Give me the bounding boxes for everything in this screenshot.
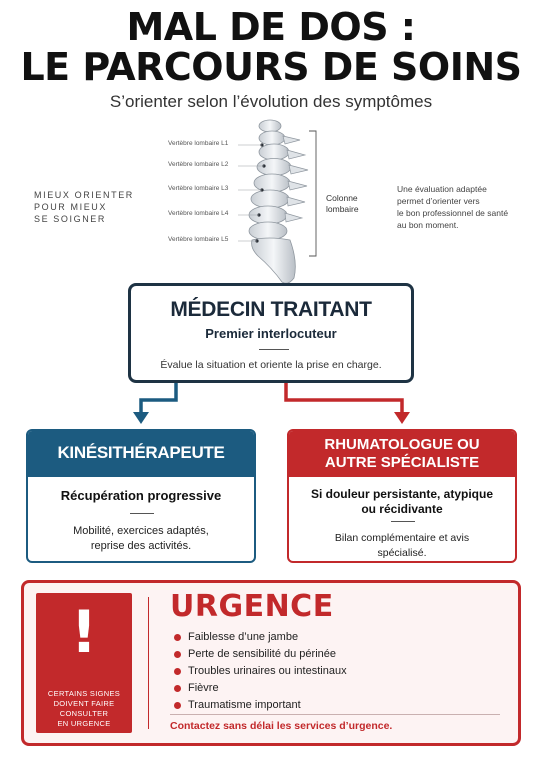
- kine-description-line: reprise des activités.: [90, 540, 192, 552]
- list-item: [174, 646, 347, 663]
- divider: [170, 714, 500, 715]
- side-note-right-line: le bon professionnel de santé: [397, 208, 509, 218]
- list-item-text: Fièvre: [188, 682, 219, 694]
- urgence-panel-line: CONSULTER: [59, 709, 109, 718]
- urgence-panel-text: [36, 689, 132, 729]
- list-item-text: Traumatisme important: [188, 699, 301, 711]
- kine-description-line: Mobilité, exercices adaptés,: [73, 525, 209, 537]
- vertebra-label-l4: Vertèbre lombaire L4: [168, 210, 229, 217]
- urgence-card: [21, 580, 521, 746]
- divider: [259, 349, 289, 350]
- divider: [130, 513, 154, 514]
- specialiste-title-line: RHUMATOLOGUE OU: [324, 436, 480, 453]
- bracket-label-line: lombaire: [326, 204, 359, 214]
- medecin-subtitle: Premier interlocuteur: [205, 326, 337, 341]
- specialiste-description-line: Bilan complémentaire et avis: [334, 532, 470, 544]
- urgence-title: URGENCE: [170, 589, 334, 624]
- list-item: [174, 629, 347, 646]
- list-item: [174, 697, 347, 714]
- specialiste-subtitle-line: ou récidivante: [361, 502, 443, 516]
- side-note-left-line: POUR MIEUX: [34, 202, 108, 212]
- vertebra-label-l2: Vertèbre lombaire L2: [168, 161, 229, 168]
- connector-to-specialiste: [286, 383, 402, 416]
- side-note-left-line: SE SOIGNER: [34, 214, 107, 224]
- page-title-line2: LE PARCOURS DE SOINS: [20, 45, 522, 89]
- kine-subtitle: Récupération progressive: [60, 488, 222, 503]
- arrowhead-specialiste: [394, 412, 410, 424]
- spine-illustration: [238, 120, 316, 283]
- vertebra-label-l1: Vertèbre lombaire L1: [168, 140, 229, 147]
- specialiste-card: [287, 429, 517, 563]
- urgence-contact: Contactez sans délai les services d’urgence.: [170, 720, 393, 732]
- specialiste-title: [289, 436, 515, 472]
- vertebra-label-l3: Vertèbre lombaire L3: [168, 185, 229, 192]
- urgence-warning-panel: [36, 593, 132, 733]
- exclamation-icon: !: [70, 598, 98, 666]
- specialiste-subtitle: [289, 487, 515, 517]
- page-subtitle: S’orienter selon l’évolution des symptômes: [109, 92, 433, 111]
- medecin-title: MÉDECIN TRAITANT: [170, 298, 372, 321]
- bullet-icon: [174, 702, 181, 709]
- medecin-card: [128, 283, 414, 383]
- vertical-divider: [148, 597, 149, 729]
- urgence-panel-line: EN URGENCE: [57, 719, 111, 728]
- list-item-text: Faiblesse d’une jambe: [188, 631, 299, 643]
- urgence-signs-list: [174, 629, 347, 714]
- side-note-right-line: permet d’orienter vers: [397, 196, 480, 206]
- specialiste-subtitle-line: Si douleur persistante, atypique: [310, 487, 494, 501]
- bullet-icon: [174, 634, 181, 641]
- page-title-line1: MAL DE DOS :: [126, 5, 416, 49]
- side-note-left-line: MIEUX ORIENTER: [34, 190, 134, 200]
- arrowhead-kine: [133, 412, 149, 424]
- bullet-icon: [174, 685, 181, 692]
- list-item-text: Troubles urinaires ou intestinaux: [188, 665, 347, 677]
- kine-card: [26, 429, 256, 563]
- list-item: [174, 663, 347, 680]
- medecin-description: Évalue la situation et oriente la prise en charge.: [160, 359, 382, 371]
- specialiste-description: [289, 531, 515, 561]
- bracket-label: [326, 193, 359, 215]
- bracket-label-line: Colonne: [326, 193, 358, 203]
- urgence-panel-line: CERTAINS SIGNES: [47, 689, 121, 698]
- side-note-right-line: au bon moment.: [397, 220, 459, 230]
- bullet-icon: [174, 668, 181, 675]
- connector-to-kine: [141, 383, 176, 416]
- side-note-right-line: Une évaluation adaptée: [397, 184, 487, 194]
- kine-title: KINÉSITHÉRAPEUTE: [57, 443, 225, 462]
- list-item: [174, 680, 347, 697]
- bullet-icon: [174, 651, 181, 658]
- urgence-panel-line: DOIVENT FAIRE: [53, 699, 115, 708]
- kine-description: [28, 524, 254, 554]
- vertebra-label-l5: Vertèbre lombaire L5: [168, 236, 229, 243]
- list-item-text: Perte de sensibilité du périnée: [188, 648, 336, 660]
- specialiste-description-line: spécialisé.: [377, 547, 427, 559]
- specialiste-title-line: AUTRE SPÉCIALISTE: [324, 454, 480, 471]
- divider: [391, 521, 415, 522]
